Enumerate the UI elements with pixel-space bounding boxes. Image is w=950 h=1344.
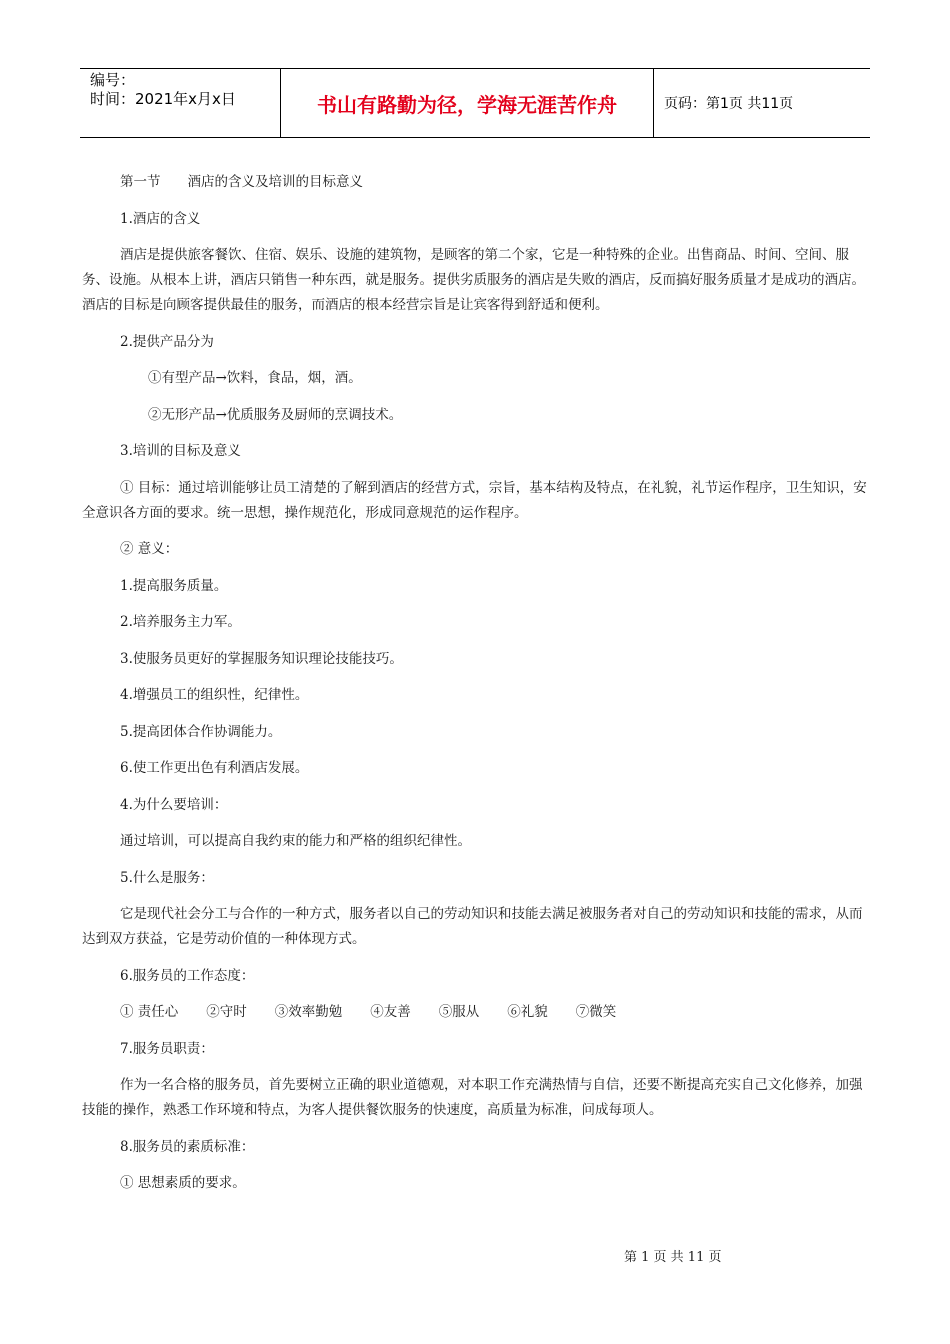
meaning-label: ② 意义： xyxy=(120,541,179,557)
section-title: 第一节 酒店的含义及培训的目标意义 xyxy=(120,174,363,190)
page-footer: 第 1 页 共 11 页 xyxy=(624,1250,722,1265)
attitude-item: ⑥礼貌 xyxy=(507,1004,548,1020)
heading-2: 2.提供产品分为 xyxy=(120,333,214,350)
heading-7: 7.服务员职责： xyxy=(120,1040,214,1057)
meaning-item: 4.增强员工的组织性，纪律性。 xyxy=(120,687,309,703)
attitude-item: ③效率勤勉 xyxy=(274,1004,343,1020)
header-page-info: 页码：第1页 共11页 xyxy=(664,96,794,112)
product-item-1: ①有型产品→饮料，食品，烟，酒。 xyxy=(148,370,362,386)
header-meta xyxy=(80,69,281,137)
paragraph-5: 它是现代社会分工与合作的一种方式，服务者以自己的劳动知识和技能去满足被服务者对自己的劳动知识和技能的需求，从而达到双方获益，它是劳动价值的一种体现方式。 xyxy=(82,906,863,947)
paragraph-4: 通过培训，可以提高自我约束的能力和严格的组织纪律性。 xyxy=(120,833,471,849)
attitude-item: ②守时 xyxy=(206,1004,247,1020)
product-item-2: ②无形产品→优质服务及厨师的烹调技术。 xyxy=(148,406,403,423)
meaning-item: 3.使服务员更好的掌握服务知识理论技能技巧。 xyxy=(120,650,403,667)
heading-8: 8.服务员的素质标准： xyxy=(120,1138,255,1155)
attitude-item: ④友善 xyxy=(370,1004,411,1020)
attitude-list xyxy=(82,1000,868,1025)
attitude-item: ⑤服从 xyxy=(438,1004,480,1020)
paragraph-1: 酒店是提供旅客餐饮、住宿、娱乐、设施的建筑物，是顾客的第二个家，它是一种特殊的企业。出售商品、时间、空间、服务、设施。从根本上讲，酒店只销售一种东西，就是服务。提供劣质服务的酒店是失败的酒店，反而搞好服务质量才是成功的酒店。酒店的目标是向顾客提供最佳的服务，而酒店的根本经营宗旨是让宾客得到舒适和便利。 xyxy=(82,247,865,313)
meaning-item: 5.提高团体合作协调能力。 xyxy=(120,723,282,740)
document-body xyxy=(82,170,868,1208)
attitude-item: ① 责任心 xyxy=(120,1004,179,1020)
document-header xyxy=(80,68,870,138)
heading-1: 1.酒店的含义 xyxy=(120,210,201,227)
heading-5: 5.什么是服务： xyxy=(120,869,214,886)
meaning-item: 1.提高服务质量。 xyxy=(120,577,228,594)
heading-3: 3.培训的目标及意义 xyxy=(120,443,241,459)
attitude-item: ⑦微笑 xyxy=(575,1004,617,1020)
heading-6: 6.服务员的工作态度： xyxy=(120,967,255,984)
number-label: 编号： xyxy=(90,71,136,89)
meaning-item: 2.培养服务主力军。 xyxy=(120,614,241,630)
header-motto: 书山有路勤为径，学海无涯苦作舟 xyxy=(281,69,654,137)
paragraph-7: 作为一名合格的服务员，首先要树立正确的职业道德观，对本职工作充满热情与自信，还要不断提高充实自己文化修养，加强技能的操作，熟悉工作环境和特点，为客人提供餐饮服务的快速度，高质量为标准，问成每项人。 xyxy=(82,1077,863,1118)
heading-4: 4.为什么要培训： xyxy=(120,796,228,813)
meaning-item: 6.使工作更出色有利酒店发展。 xyxy=(120,760,309,776)
paragraph-8: ① 思想素质的要求。 xyxy=(120,1175,246,1191)
time-label: 时间：2021年x月x日 xyxy=(90,90,236,108)
goal-paragraph: ① 目标：通过培训能够让员工清楚的了解到酒店的经营方式，宗旨，基本结构及特点，在礼貌，礼节运作程序，卫生知识，安全意识各方面的要求。统一思想，操作规范化，形成同意规范的运作程序。 xyxy=(82,479,867,521)
